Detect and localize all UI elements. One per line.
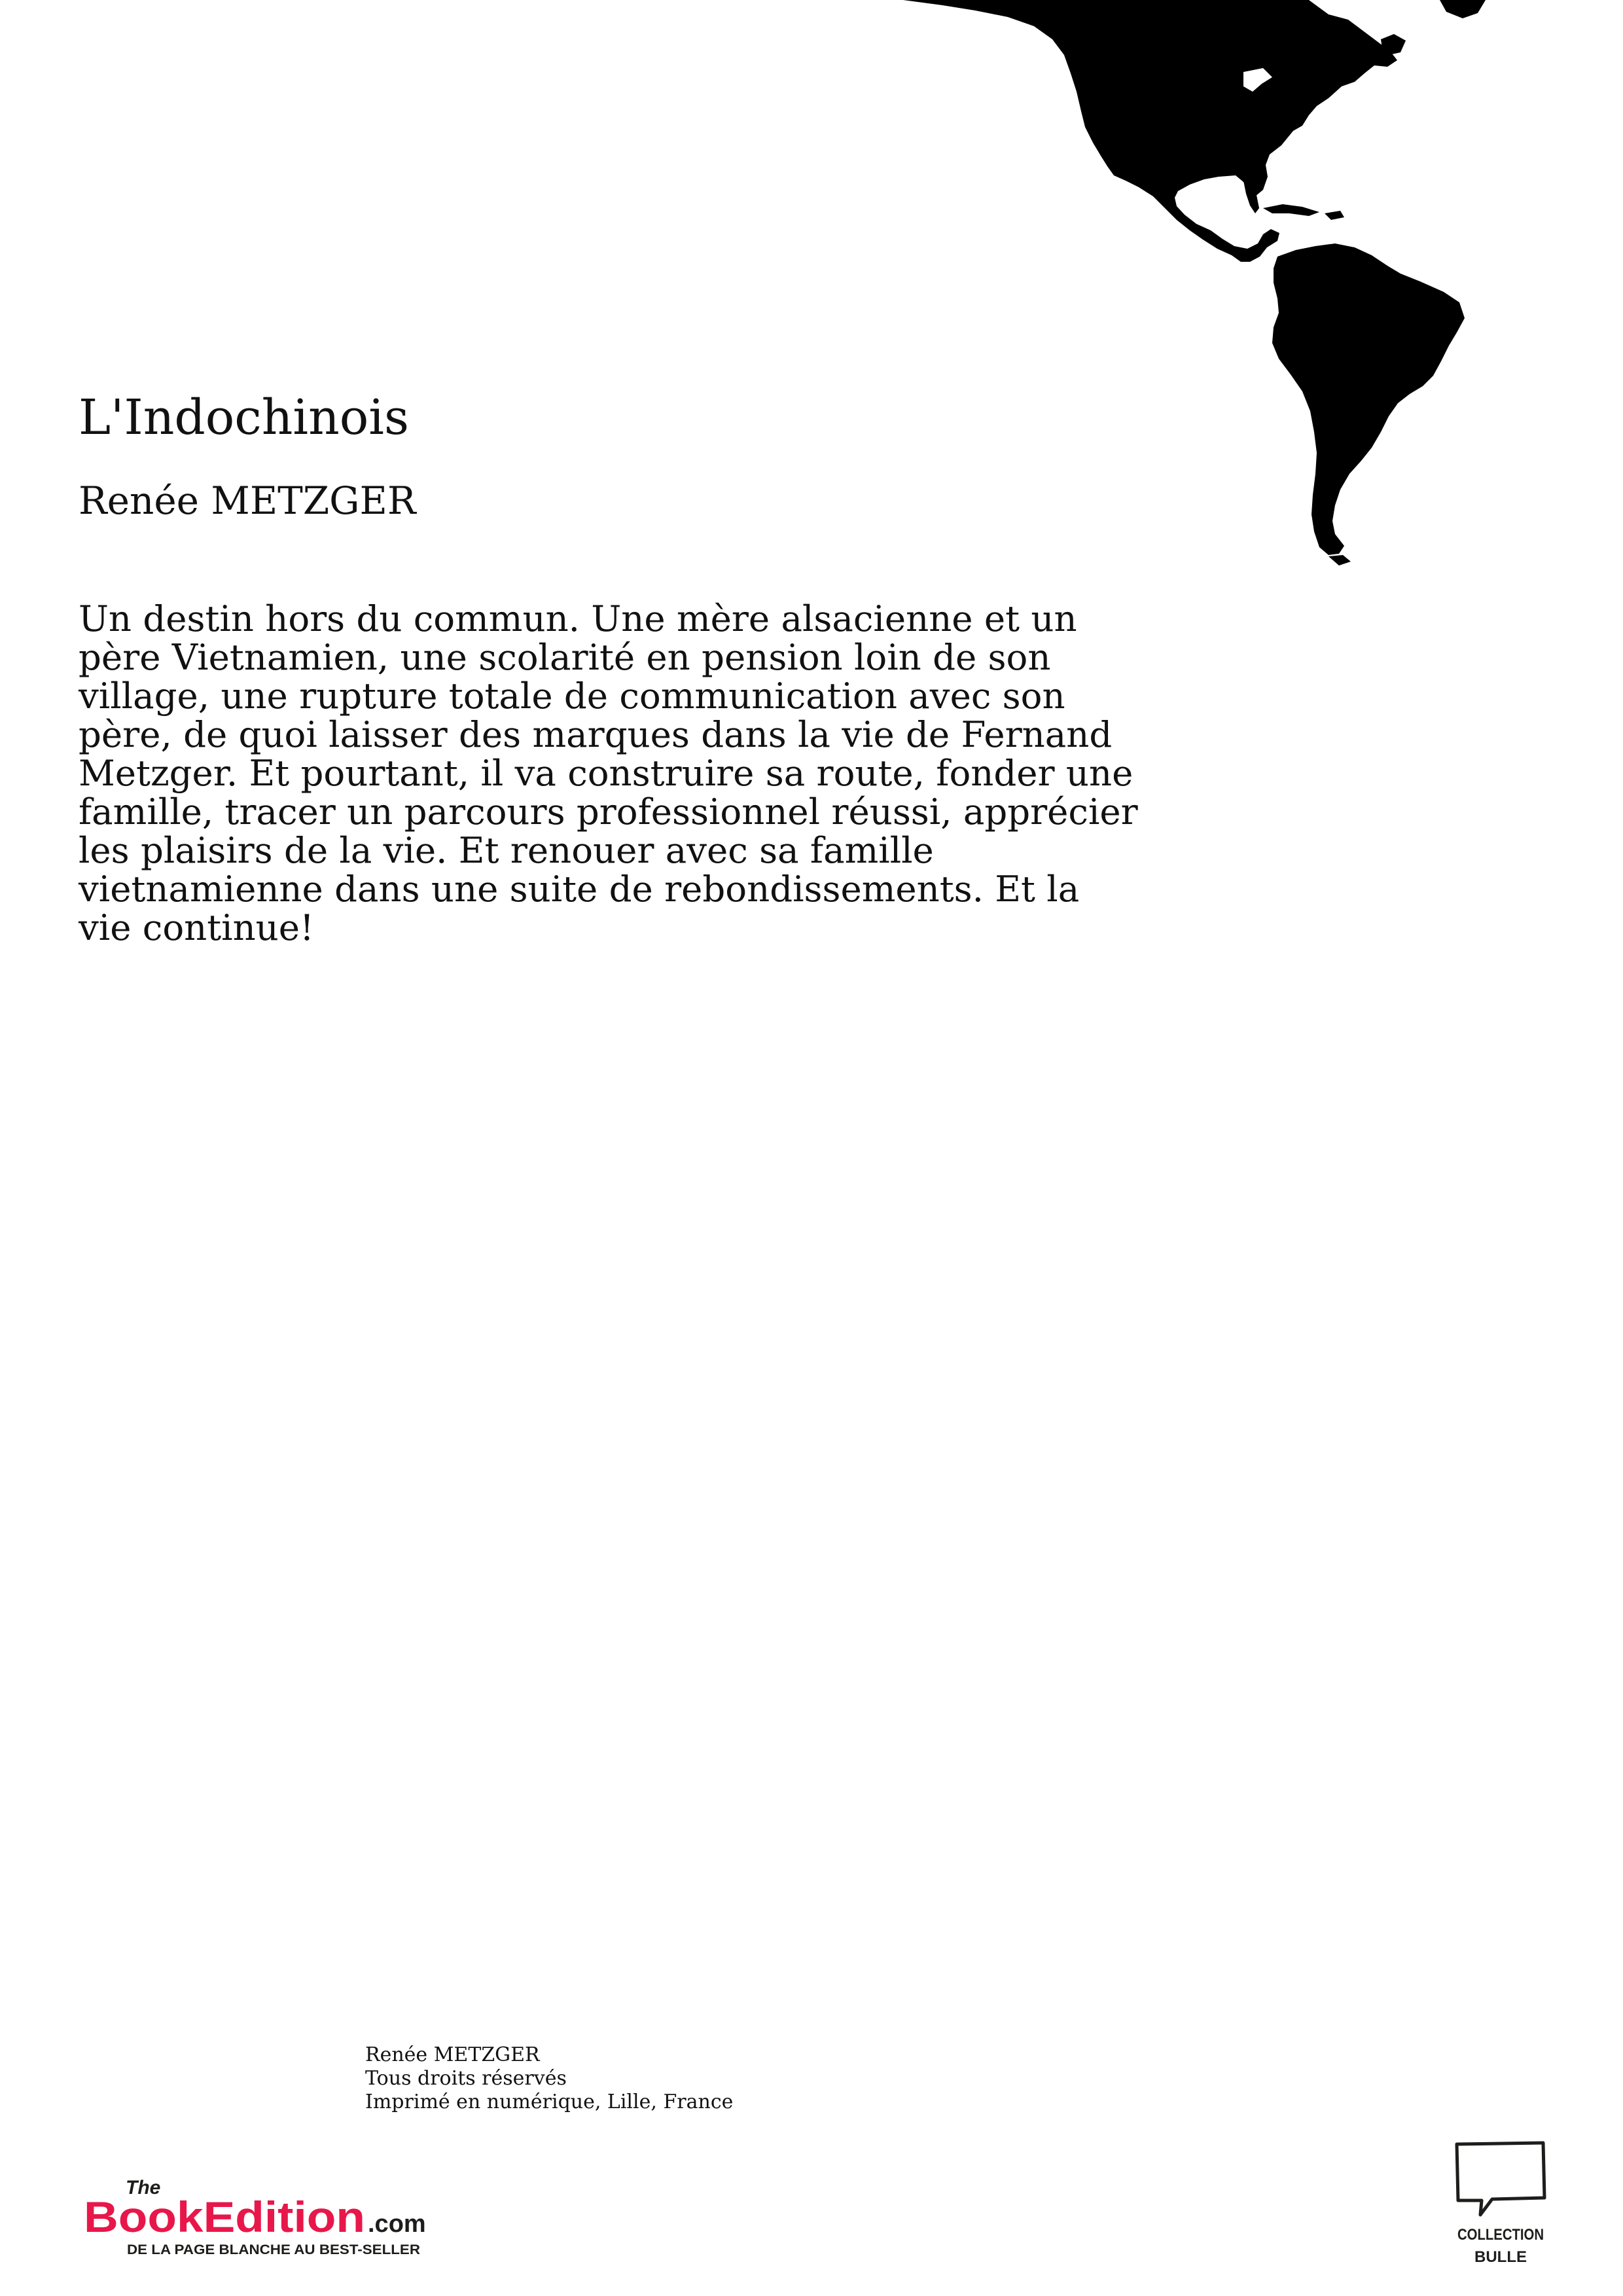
summary-line: vie continue!	[79, 906, 314, 948]
americas-map-icon	[877, 0, 1571, 576]
tierra-del-fuego-shape	[1329, 555, 1351, 565]
logo-domain: .com	[368, 2210, 426, 2238]
thebookedition-logo	[84, 2174, 476, 2259]
book-summary	[79, 600, 1230, 947]
south-america-shape	[1272, 243, 1465, 555]
logo-name: BookEdition	[84, 2193, 365, 2241]
north-america-shape	[903, 0, 1397, 262]
summary-line: Un destin hors du commun. Une mère alsacienne et un	[79, 598, 1077, 639]
summary-line: vietnamienne dans une suite de rebondissements. Et la	[79, 868, 1080, 910]
summary-line: village, une rupture totale de communication avec son	[79, 675, 1065, 717]
greenland-fragment-shape	[1440, 0, 1486, 18]
hispaniola-shape	[1325, 211, 1344, 220]
collection-line1: COLLECTION	[1457, 2226, 1544, 2244]
summary-line: père Vietnamien, une scolarité en pension loin de son	[79, 636, 1051, 678]
collection-line2: BULLE	[1474, 2248, 1527, 2266]
colophon-author: Renée METZGER	[365, 2043, 540, 2066]
speech-bubble-icon	[1457, 2143, 1544, 2215]
logo-tagline: DE LA PAGE BLANCHE AU BEST-SELLER	[127, 2242, 420, 2257]
caribbean-shape	[1263, 204, 1319, 216]
colophon-rights: Tous droits réservés	[365, 2067, 567, 2090]
colophon	[365, 2043, 733, 2114]
summary-line: Metzger. Et pourtant, il va construire sa route, fonder une	[79, 752, 1133, 794]
book-author: Renée METZGER	[79, 478, 416, 523]
summary-line: père, de quoi laisser des marques dans la vie de Fernand	[79, 713, 1113, 755]
book-title: L'Indochinois	[79, 389, 409, 446]
collection-bulle-logo	[1452, 2140, 1550, 2275]
colophon-printed: Imprimé en numérique, Lille, France	[365, 2090, 734, 2113]
logo-the: The	[126, 2177, 161, 2198]
summary-line: famille, tracer un parcours professionnel réussi, apprécier	[79, 791, 1138, 833]
summary-line: les plaisirs de la vie. Et renouer avec sa famille	[79, 829, 934, 871]
